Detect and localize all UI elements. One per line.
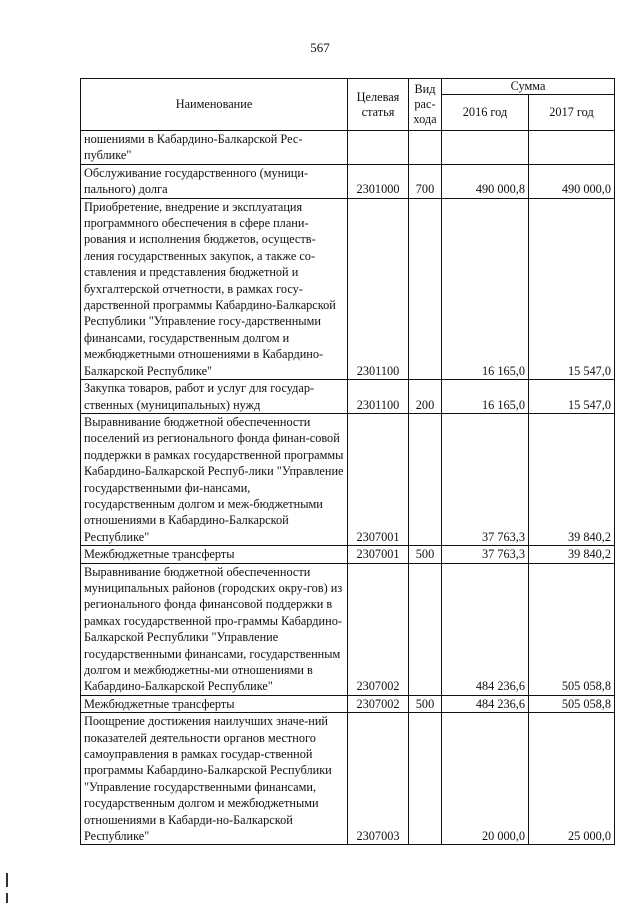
row-kind (409, 563, 442, 695)
row-amount-2016: 37 763,3 (442, 413, 529, 545)
row-code: 2301000 (348, 164, 409, 198)
row-name: ношениями в Кабардино-Балкарской Рес-публике" (81, 131, 348, 165)
margin-mark (6, 873, 8, 887)
table-row (81, 380, 615, 414)
header-year-2017: 2017 год (529, 95, 615, 131)
row-amount-2017: 490 000,0 (529, 164, 615, 198)
row-code: 2307001 (348, 546, 409, 563)
row-name: Межбюджетные трансферты (81, 546, 348, 563)
table-row (81, 695, 615, 712)
margin-mark (6, 893, 8, 903)
row-amount-2016: 490 000,8 (442, 164, 529, 198)
row-kind (409, 131, 442, 165)
row-amount-2017: 15 547,0 (529, 380, 615, 414)
row-name: Поощрение достижения наилучших значе-ний показателей деятельности органов местного самоуправления в рамках государ-ственной программы Кабардино-Балкарской Республики "Управление государственными финансами, государственным долгом и межбюджетными отношениями в Кабарди-но-Балкарской Республике" (81, 713, 348, 845)
table-body (81, 131, 615, 845)
row-amount-2017: 25 000,0 (529, 713, 615, 845)
budget-table (80, 78, 615, 845)
row-amount-2016: 20 000,0 (442, 713, 529, 845)
row-amount-2017: 505 058,8 (529, 695, 615, 712)
table-row (81, 413, 615, 545)
table-row (81, 164, 615, 198)
row-code: 2307001 (348, 413, 409, 545)
row-amount-2016: 37 763,3 (442, 546, 529, 563)
row-code: 2307003 (348, 713, 409, 845)
row-amount-2016: 16 165,0 (442, 198, 529, 379)
row-kind: 700 (409, 164, 442, 198)
header-code: Целевая статья (348, 79, 409, 131)
row-amount-2017 (529, 131, 615, 165)
row-name: Межбюджетные трансферты (81, 695, 348, 712)
page-number: 567 (310, 40, 330, 55)
row-kind (409, 198, 442, 379)
row-amount-2016: 484 236,6 (442, 563, 529, 695)
row-amount-2016: 484 236,6 (442, 695, 529, 712)
header-name: Наименование (81, 79, 348, 131)
table-row (81, 198, 615, 379)
header-year-2016: 2016 год (442, 95, 529, 131)
row-name: Приобретение, внедрение и эксплуатация программного обеспечения в сфере плани-рования и исполнения бюджетов, осуществ-ления государственных закупок, а также со-ставления и представления бюджетной и бухгалтерской отчетности, в рамках госу-дарственной программы Кабардино-Балкарской Республики "Управление госу-дарственными финансами, государственным долгом и межбюджетными отношениями в Кабардино-Балкарской Республике" (81, 198, 348, 379)
row-name: Выравнивание бюджетной обеспеченности муниципальных районов (городских окру-гов) из регионального фонда финансовой поддержки в рамках государственной про-граммы Кабардино-Балкарской Республики "Управление государственными финансами, государственным долгом и межбюджетны-ми отношениями в Кабардино-Балкарской Республике" (81, 563, 348, 695)
row-kind (409, 713, 442, 845)
row-amount-2016 (442, 131, 529, 165)
table-row (81, 546, 615, 563)
row-kind (409, 413, 442, 545)
row-name: Обслуживание государственного (муници-пального) долга (81, 164, 348, 198)
table-header (81, 79, 615, 131)
row-name: Выравнивание бюджетной обеспеченности поселений из регионального фонда финан-совой поддержки в рамках государственной программы Кабардино-Балкарской Респуб-лики "Управление государственными фи-нансами, государственным долгом и меж-бюджетными отношениями в Кабардино-Балкарской Республике" (81, 413, 348, 545)
row-amount-2016: 16 165,0 (442, 380, 529, 414)
row-kind: 500 (409, 546, 442, 563)
row-kind: 200 (409, 380, 442, 414)
row-amount-2017: 39 840,2 (529, 546, 615, 563)
row-amount-2017: 39 840,2 (529, 413, 615, 545)
row-kind: 500 (409, 695, 442, 712)
row-code: 2301100 (348, 380, 409, 414)
row-amount-2017: 15 547,0 (529, 198, 615, 379)
row-code: 2307002 (348, 695, 409, 712)
table-row (81, 563, 615, 695)
row-code (348, 131, 409, 165)
table-row (81, 713, 615, 845)
row-code: 2301100 (348, 198, 409, 379)
table-row (81, 131, 615, 165)
header-sum: Сумма (442, 79, 615, 95)
header-kind: Вид рас-хода (409, 79, 442, 131)
row-name: Закупка товаров, работ и услуг для государ-ственных (муниципальных) нужд (81, 380, 348, 414)
row-amount-2017: 505 058,8 (529, 563, 615, 695)
row-code: 2307002 (348, 563, 409, 695)
